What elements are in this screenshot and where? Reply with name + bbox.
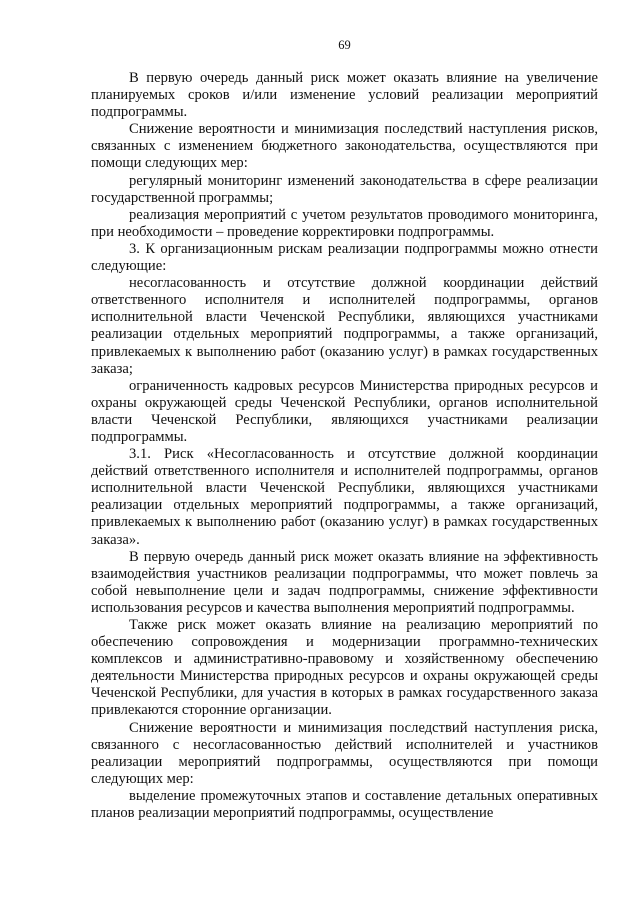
paragraph-budget-risk-mitigation: Снижение вероятности и минимизация последствий наступления рисков, связанных с изменением бюджетного законодательства, осуществляются при помощи следующих мер: (91, 121, 598, 172)
paragraph-risk-3-1: 3.1. Риск «Несогласованность и отсутствие должной координации действий ответственного исполнителя и исполнителей подпрограммы, органов исполнительной власти Чеченской Республики, являющихся участниками реализации отдельных мероприятий подпрограммы, а также организаций, привлекаемых к выполнению работ (оказанию услуг) в рамках государственных заказа». (91, 446, 598, 548)
paragraph-risk-support: Также риск может оказать влияние на реализацию мероприятий по обеспечению сопровождения и модернизации программно-технических комплексов и административно-правовому и хозяйственному обеспечению деятельности Министерства природных ресурсов и охраны окружающей среды Чеченской Республики, для участия в которых в рамках государственного заказа привлекаются сторонние организации. (91, 617, 598, 719)
paragraph-risk-effectiveness: В первую очередь данный риск может оказать влияние на эффективность взаимодействия участников реализации подпрограммы, что может повлечь за собой невыполнение цели и задач подпрограммы, снижение эффективности использования ресурсов и качества выполнения мероприятий подпрограммы. (91, 548, 598, 616)
paragraph-organizational-risks: 3. К организационным рискам реализации подпрограммы можно отнести следующие: (91, 240, 598, 275)
paragraph-coordination-mitigation: Снижение вероятности и минимизация последствий наступления риска, связанного с несогласованностью действий исполнителей и участников реализации мероприятий подпрограммы, осуществляются при помощи следующих мер: (91, 719, 598, 787)
list-item-intermediate-stages: выделение промежуточных этапов и составление детальных оперативных планов реализации мероприятий подпрограммы, осуществление (91, 787, 598, 822)
paragraph-risk-impact-timing: В первую очередь данный риск может оказать влияние на увеличение планируемых сроков и/или изменение условий реализации мероприятий подпрограммы. (91, 70, 598, 121)
list-item-monitoring: регулярный мониторинг изменений законодательства в сфере реализации государственной программы; (91, 172, 598, 206)
list-item-adjustment: реализация мероприятий с учетом результатов проводимого мониторинга, при необходимости – проведение корректировки подпрограммы. (91, 206, 598, 240)
page-number: 69 (338, 38, 351, 52)
list-item-coordination-risk: несогласованность и отсутствие должной координации действий ответственного исполнителя и исполнителей подпрограммы, органов исполнительной власти Чеченской Республики, являющихся участниками реализации отдельных мероприятий подпрограммы, а также организаций, привлекаемых к выполнению работ (оказанию услуг) в рамках государственных заказа; (91, 275, 598, 377)
list-item-staff-risk: ограниченность кадровых ресурсов Министерства природных ресурсов и охраны окружающей среды Чеченской Республики, органов исполнительной власти Чеченской Республики, являющихся участниками реализации подпрограммы. (91, 377, 598, 445)
